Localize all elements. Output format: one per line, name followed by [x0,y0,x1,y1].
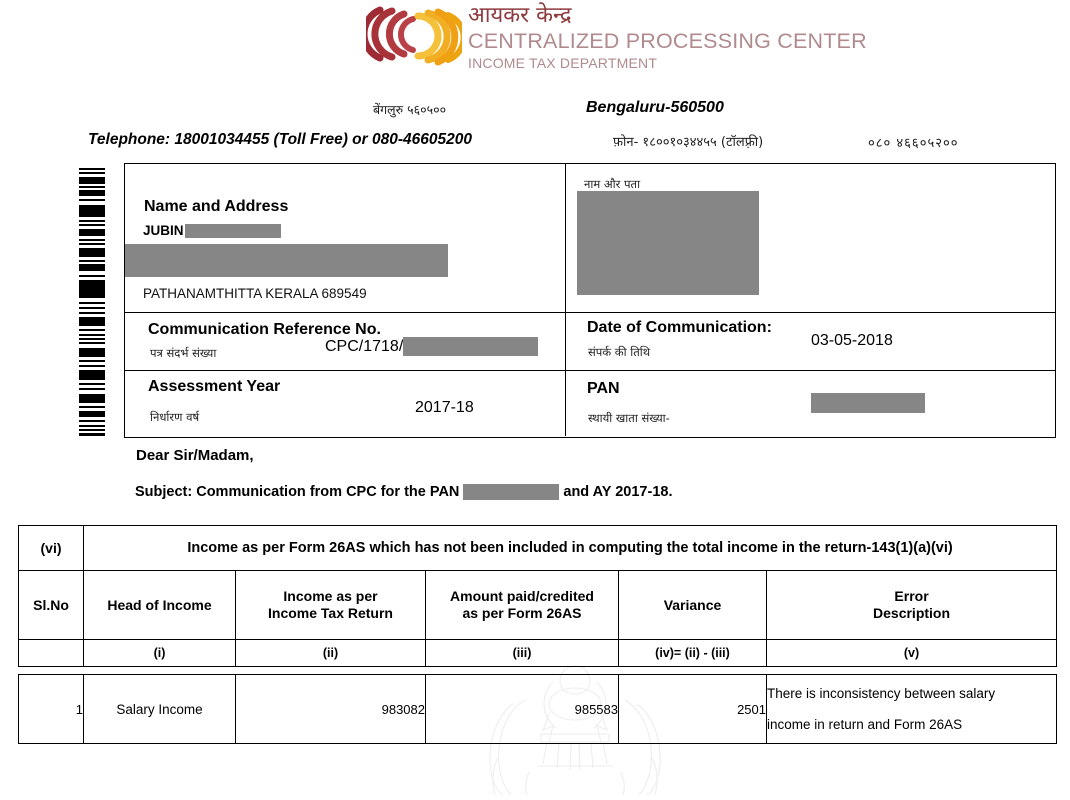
communication-ref-cell [125,313,566,370]
assessment-year-cell [125,371,566,436]
salutation: Dear Sir/Madam, [136,447,254,464]
section-title: Income as per Form 26AS which has not been included in computing the total income in the return-143(1)(a)(vi) [84,526,1057,571]
numeral-v: (v) [767,640,1057,667]
communication-ref-label-hindi: पत्र संदर्भ संख्या [150,346,217,360]
city-hindi: बेंगलुरु ५६०५०० [373,102,447,117]
assessment-year-label-hindi: निर्धारण वर्ष [150,410,200,424]
title-income-tax-department: INCOME TAX DEPARTMENT [468,55,658,71]
redaction-subject-pan [463,484,559,500]
name-address-hindi-cell [566,164,1055,312]
col-header-income-per-itr-line1: Income as per [283,588,378,604]
pan-label-hindi: स्थायी खाता संख्या- [588,411,670,425]
date-of-communication-label-hindi: संपर्क की तिथि [588,345,651,359]
assessment-year-label: Assessment Year [148,378,281,395]
title-hindi: आयकर केन्द्र [468,3,572,28]
assessment-year-row [125,370,1055,436]
cpc-swirl-logo-icon [366,2,462,68]
taxpayer-info-box [124,163,1056,438]
col-header-variance: Variance [619,571,767,640]
redaction-address-block [577,191,759,295]
cell-variance: 2501 [619,675,767,744]
communication-ref-value [325,337,538,356]
name-address-row [125,164,1055,312]
pan-label: PAN [587,380,620,397]
redaction-address-line [125,244,448,277]
name-value [143,223,281,238]
redaction-pan [811,393,925,413]
communication-ref-text: CPC/1718/ [325,337,404,355]
date-of-communication-cell [566,313,1055,370]
communication-ref-row [125,312,1055,370]
address-city-line: PATHANAMTHITTA KERALA 689549 [143,286,367,301]
table-gap-row [19,667,1057,675]
cell-head-of-income: Salary Income [84,675,236,744]
name-address-label-hindi: नाम और पता [584,177,641,191]
header-titles [468,2,867,71]
numeral-ii: (ii) [236,640,426,667]
date-of-communication-value: 03-05-2018 [811,332,893,349]
pan-cell [566,371,1055,436]
date-of-communication-label: Date of Communication: [587,319,772,336]
assessment-year-value: 2017-18 [415,399,474,416]
document-header [366,2,867,71]
col-header-amount-per-26as-line2: as per Form 26AS [462,605,582,621]
table-column-header-row [19,571,1057,640]
col-header-income-per-itr [236,571,426,640]
error-description-line2: income in return and Form 26AS [767,717,963,732]
redaction-name [185,224,281,238]
city-english: Bengaluru-560500 [586,99,724,116]
subject-suffix: and AY 2017-18. [563,484,673,500]
table-gap-cell [19,667,1057,675]
barcode [79,168,105,438]
table-row [19,675,1057,744]
redaction-communication-ref [403,337,538,356]
col-header-amount-per-26as [426,571,619,640]
telephone-english: Telephone: 18001034455 (Toll Free) or 080-46605200 [88,131,472,148]
col-header-error-description-line1: Error [894,588,929,604]
section-marker: (vi) [19,526,84,571]
numeral-iv: (iv)= (ii) - (iii) [619,640,767,667]
numeral-iii: (iii) [426,640,619,667]
cell-error-description [767,675,1057,744]
subject-line [135,484,672,500]
cell-sl-no: 1 [19,675,84,744]
telephone-hindi-local: ०८० ४६६०५२०० [868,136,959,151]
name-address-cell [125,164,566,312]
error-description-line1: There is inconsistency between salary [767,686,996,701]
col-header-income-per-itr-line2: Income Tax Return [268,605,393,621]
numeral-i: (i) [84,640,236,667]
name-text: JUBIN [143,223,184,238]
col-header-sl-no: Sl.No [19,571,84,640]
cell-amount-per-26as: 985583 [426,675,619,744]
numeral-blank [19,640,84,667]
variance-table [18,525,1057,744]
telephone-hindi: फ़ोन- १८००१०३४४५५ (टॉलफ़्री) [613,135,764,150]
col-header-amount-per-26as-line1: Amount paid/credited [450,588,594,604]
title-centralized-processing-center: CENTRALIZED PROCESSING CENTER [468,29,867,53]
col-header-error-description-line2: Description [873,605,951,621]
table-numeral-row [19,640,1057,667]
cell-income-per-itr: 983082 [236,675,426,744]
table-section-header-row [19,526,1057,571]
subject-prefix: Subject: Communication from CPC for the PAN [135,484,460,500]
name-address-label: Name and Address [144,198,289,215]
pan-value [811,393,925,413]
col-header-error-description [767,571,1057,640]
col-header-head-of-income: Head of Income [84,571,236,640]
communication-ref-label: Communication Reference No. [148,321,381,338]
